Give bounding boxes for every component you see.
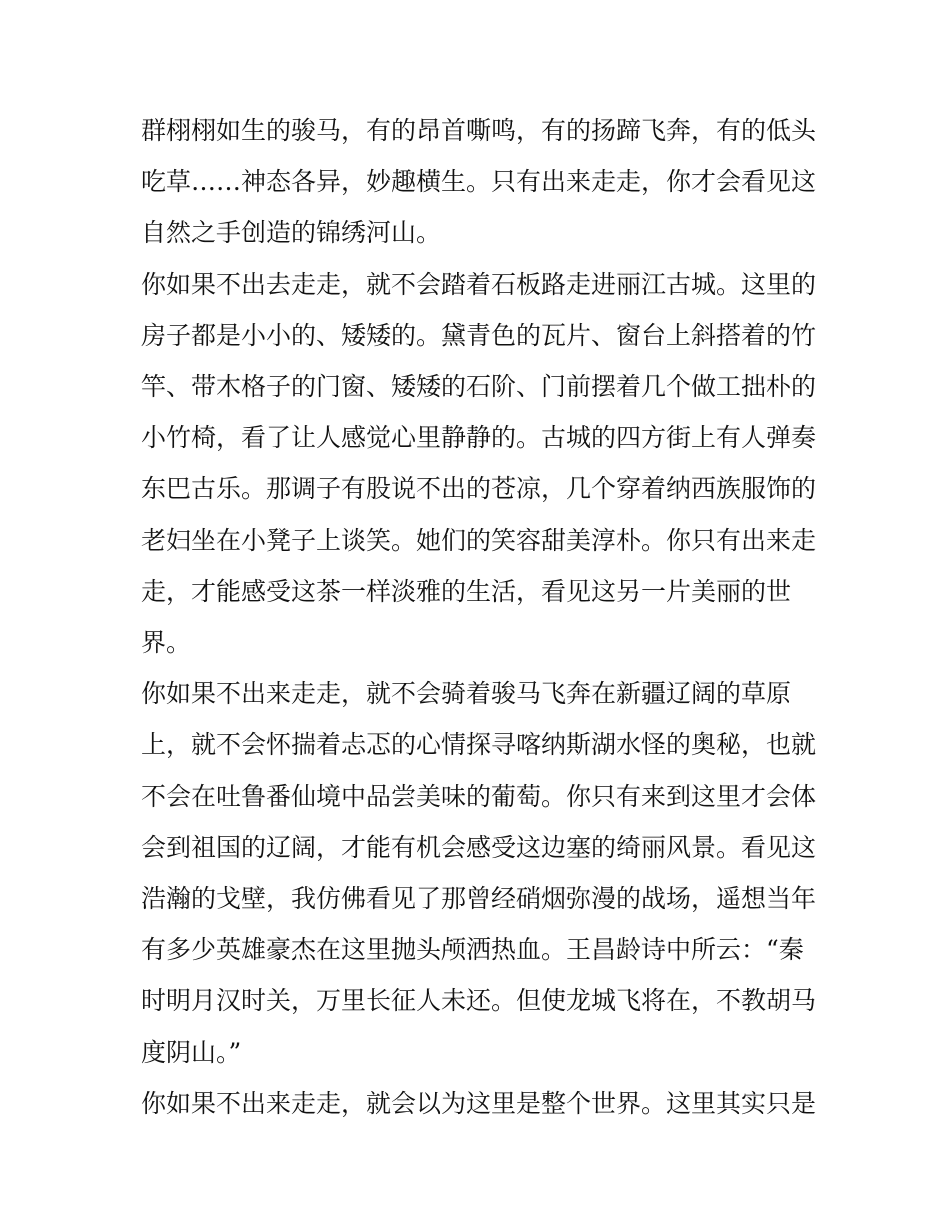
text-line: 浩瀚的戈壁，我仿佛看见了那曾经硝烟弥漫的战场，遥想当年 bbox=[141, 884, 817, 914]
text-line: 东巴古乐。那调子有股说不出的苍凉，几个穿着纳西族服饰的 bbox=[141, 474, 817, 504]
text-line: 有多少英雄豪杰在这里抛头颅洒热血。王昌龄诗中所云：“秦 bbox=[141, 935, 804, 965]
paragraph bbox=[141, 1078, 817, 1129]
text-line: 会到祖国的辽阔，才能有机会感受这边塞的绮丽风景。看见这 bbox=[141, 832, 817, 862]
text-line: 群栩栩如生的骏马，有的昂首嘶鸣，有的扬蹄飞奔，有的低头 bbox=[141, 116, 817, 145]
text-line: 竿、带木格子的门窗、矮矮的石阶、门前摆着几个做工拙朴的 bbox=[141, 372, 817, 402]
text-line: 房子都是小小的、矮矮的。黛青色的瓦片、窗台上斜搭着的竹 bbox=[141, 320, 817, 350]
text-line: 不会在吐鲁番仙境中品尝美味的葡萄。你只有来到这里才会体 bbox=[141, 781, 817, 811]
text-line: 你如果不出来走走，就不会骑着骏马飞奔在新疆辽阔的草原 bbox=[141, 679, 792, 709]
text-line: 你如果不出去走走，就不会踏着石板路走进丽江古城。这里的 bbox=[141, 269, 817, 299]
paragraph bbox=[141, 668, 817, 1078]
text-line: 自然之手创造的锦绣河山。 bbox=[141, 218, 442, 248]
text-line: 老妇坐在小凳子上谈笑。她们的笑容甜美淳朴。你只有出来走 bbox=[141, 525, 817, 555]
text-line: 度阴山。” bbox=[141, 1037, 242, 1067]
paragraph bbox=[141, 105, 817, 259]
text-line: 时明月汉时关，万里长征人未还。但使龙城飞将在，不教胡马 bbox=[141, 986, 817, 1016]
text-line: 界。 bbox=[141, 628, 192, 658]
text-line: 吃草……神态各异，妙趣横生。只有出来走走，你才会看见这 bbox=[141, 167, 817, 197]
text-line: 走，才能感受这茶一样淡雅的生活，看见这另一片美丽的世 bbox=[141, 576, 792, 606]
paragraph bbox=[141, 259, 817, 669]
essay-body bbox=[141, 105, 817, 1129]
text-line: 小竹椅，看了让人感觉心里静静的。古城的四方街上有人弹奏 bbox=[141, 423, 817, 453]
text-line: 上，就不会怀揣着忐忑的心情探寻喀纳斯湖水怪的奥秘，也就 bbox=[141, 730, 817, 760]
text-line: 你如果不出来走走，就会以为这里是整个世界。这里其实只是 bbox=[141, 1088, 817, 1118]
